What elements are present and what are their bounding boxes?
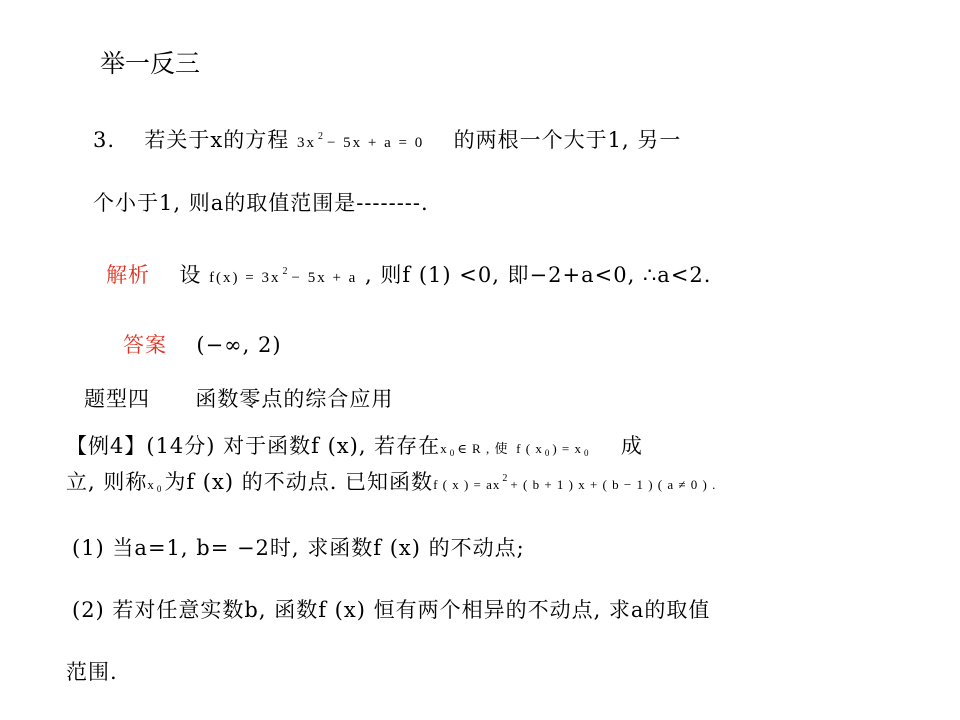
- answer-line: [123, 329, 282, 359]
- analysis-rest: , 则f (1) <0, 即−2+a<0, ∴a<2.: [365, 263, 712, 287]
- example-4-line-2: 立, 则称x $_0$为f (x) 的不动点. 已知函数f ( x ) = ax $^2$ + ( b + 1 ) x + ( b − 1 ) ( a ≠ 0 ) .: [66, 470, 717, 494]
- analysis-label: 解析: [106, 263, 150, 287]
- example-part-2: (2) 若对任意实数b, 函数f (x) 恒有两个相异的不动点, 求a的取值: [72, 598, 711, 622]
- slide-title: 举一反三: [100, 49, 201, 78]
- answer-label: 答案: [123, 333, 167, 357]
- example-head: 【例4】: [66, 434, 147, 458]
- question-text: 若关于x的方程: [144, 128, 290, 152]
- example-4-line-1: 【例4】(14分) 对于函数f (x), 若存在x $_0$ ∈ R , 使 f ( x $_0$ ) = x $_0$ 成: [66, 434, 643, 458]
- equation: f(x) = 3x $^2$ − 5x + a: [209, 266, 358, 286]
- analysis-line: [106, 259, 711, 289]
- question-3-line-2: 个小于1, 则a的取值范围是--------.: [93, 191, 429, 215]
- question-number: 3.: [93, 128, 116, 152]
- answer-value: (−∞, 2): [196, 333, 282, 357]
- math-x0-in-R: x $_0$ ∈ R , 使: [440, 441, 509, 458]
- math-function-def: f ( x ) = ax $^2$ + ( b + 1 ) x + ( b − 1 ) ( a ≠ 0 ) .: [433, 473, 717, 492]
- analysis-lead: 设: [179, 263, 202, 287]
- example-part-2-cont: 范围.: [66, 660, 118, 684]
- section-heading: [84, 383, 393, 413]
- section-title: 函数零点的综合应用: [195, 387, 394, 411]
- section-label: 题型四: [84, 387, 150, 411]
- math-fixed-point: f ( x $_0$ ) = x $_0$: [516, 441, 590, 458]
- equation: 3x $^2$ − 5x + a = 0: [296, 131, 425, 151]
- question-text: 的两根一个大于1, 另一: [453, 128, 682, 152]
- example-part-1: (1) 当a=1, b= −2时, 求函数f (x) 的不动点;: [72, 536, 525, 560]
- math-x0: x $_0$: [147, 477, 163, 494]
- question-3-line-1: [93, 124, 681, 154]
